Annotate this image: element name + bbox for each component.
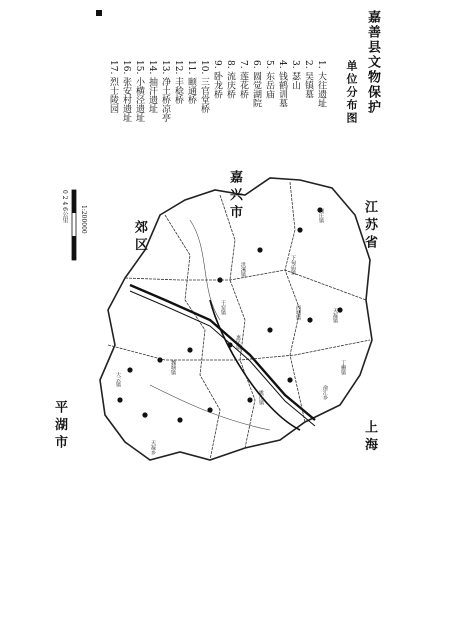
- site-marker: [257, 247, 262, 252]
- legend-item: 14. 抽汗遗址: [147, 60, 157, 114]
- town-label: 丁栅镇: [340, 360, 346, 375]
- site-markers: [117, 207, 342, 422]
- legend-item: 10. 三官堂桥: [199, 60, 209, 114]
- map-subtitle: 单位分布图: [345, 60, 358, 125]
- town-boundary: [285, 182, 305, 422]
- region-label-south: 平 湖 市: [52, 400, 67, 449]
- legend-item: 16. 张安村遗址: [121, 60, 131, 123]
- site-marker: [247, 397, 252, 402]
- legend-item: 1. 大往遗址: [316, 60, 326, 108]
- map-title: 嘉善县文物保护: [365, 10, 380, 115]
- legend-item: 17. 烈士陵园: [108, 60, 118, 114]
- town-label: 姚庄镇: [258, 390, 264, 405]
- legend-item: 2. 吴镇墓: [303, 60, 313, 99]
- road: [210, 300, 300, 430]
- town-label: 洪溪镇: [240, 262, 246, 277]
- site-marker: [127, 367, 132, 372]
- town-boundary: [220, 195, 255, 448]
- site-marker: [217, 277, 222, 282]
- town-label: 下甸庙镇: [290, 255, 296, 275]
- region-label-west: 嘉 兴 市: [227, 170, 242, 219]
- legend-item: 11. 颐通桥: [186, 60, 196, 105]
- site-marker: [187, 347, 192, 352]
- town-label: 魏塘镇: [170, 360, 176, 375]
- corner-mark: [96, 10, 102, 16]
- site-marker: [207, 407, 212, 412]
- legend-item: 12. 丰稔桥: [173, 60, 183, 105]
- site-marker: [307, 317, 312, 322]
- legend-item: 13. 净土桥凉亭: [160, 60, 170, 123]
- region-label-west2: 郊 区: [132, 220, 147, 251]
- region-label-north: 江 苏 省: [362, 200, 377, 249]
- scale-label: 0 2 4 6公里: [61, 190, 68, 223]
- legend-item: 8. 流庆桥: [225, 60, 235, 99]
- legend-item: 4. 钱鹤训墓: [277, 60, 287, 108]
- town-label: 干窑镇: [220, 300, 226, 315]
- site-marker: [117, 397, 122, 402]
- site-marker: [297, 227, 302, 232]
- town-label: 天凝镇: [332, 308, 338, 323]
- site-marker: [267, 327, 272, 332]
- site-marker: [142, 412, 147, 417]
- site-marker: [177, 417, 182, 422]
- region-label-east: 上 海: [362, 420, 377, 451]
- town-boundary: [165, 215, 220, 460]
- legend-item: 9. 卧龙桥: [212, 60, 222, 99]
- town-label: 陶庄镇: [318, 208, 324, 223]
- town-label: 惠民镇: [235, 335, 241, 350]
- site-marker: [227, 342, 232, 347]
- scale-ratio: 1:200000: [80, 205, 87, 234]
- legend-item: 15. 小横泾遗址: [134, 60, 144, 123]
- legend-item: 5. 东岳庙: [264, 60, 274, 99]
- site-marker: [157, 357, 162, 362]
- river: [190, 220, 220, 320]
- site-marker: [287, 377, 292, 382]
- town-label: 西塘镇: [295, 305, 301, 320]
- legend-item: 3. 瑟山: [290, 60, 300, 90]
- town-label: 俞汇乡: [322, 385, 328, 400]
- legend-item: 6. 圆觉湖院: [251, 60, 261, 108]
- town-label: 天凝乡: [150, 440, 156, 455]
- town-label: 大云镇: [115, 372, 121, 387]
- legend-item: 7. 莲花桥: [238, 60, 248, 99]
